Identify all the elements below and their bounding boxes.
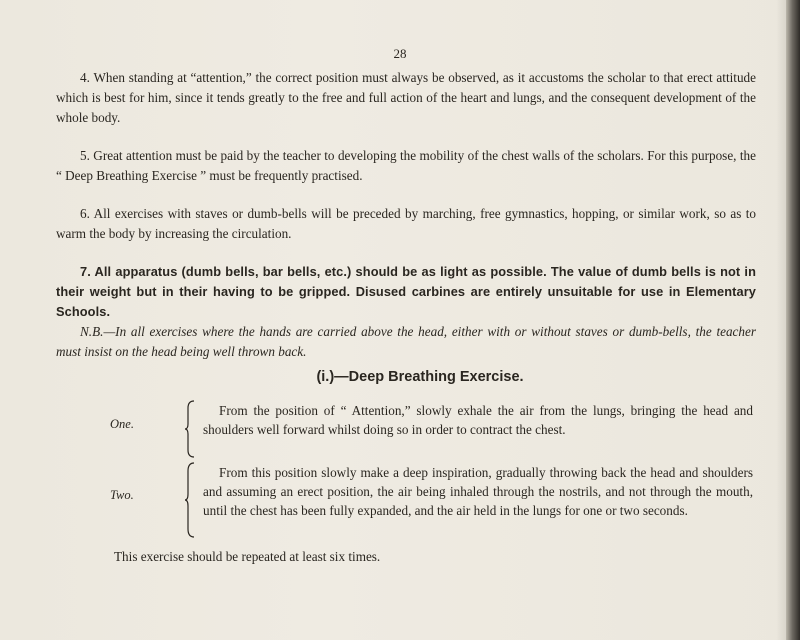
nb-note: N.B.—In all exercises where the hands are carried above the head, either with or without staves or dumb-bells, the teacher must insist on the head being well thrown back. [56,324,756,359]
brace-two [185,462,195,538]
step-text-two: From this position slowly make a deep inspiration, gradually throwing back the head and shoulders and assuming an erect position, the air being inhaled through the nostrils, and not through the mouth, until the chest has been fully expanded, and the air held in the lungs for one or two seconds. [203,465,753,518]
page-gutter-shadow [776,0,786,640]
step-label-two: Two. [110,488,134,502]
page-number: 28 [393,46,407,61]
closing-instruction: This exercise should be repeated at least six times. [114,549,381,564]
step-label-one: One. [110,417,134,431]
paragraph-5: 5. Great attention must be paid by the teacher to developing the mobility of the chest walls of the scholars. For this purpose, the “ Deep Breathing Exercise ” must be frequently practised. [56,148,756,183]
exercise-heading: (i.)—Deep Breathing Exercise. [316,369,524,385]
step-text-one: From the position of “ Attention,” slowly exhale the air from the lungs, bringing the head and shoulders well forward whilst doing so in order to contract the chest. [203,403,753,437]
paragraph-4: 4. When standing at “attention,” the correct position must always be observed, as it accustoms the scholar to that erect attitude which is best for him, since it tends greatly to the free and full action of the heart and lungs, and the consequent development of the whole body. [56,70,756,125]
paragraph-6: 6. All exercises with staves or dumb-bells will be preceded by marching, free gymnastics, hopping, or similar work, so as to warm the body by increasing the circulation. [56,206,756,241]
book-edge [786,0,800,640]
paragraph-7: 7. All apparatus (dumb bells, bar bells, etc.) should be as light as possible. The value of dumb bells is not in their weight but in their having to be gripped. Disused carbines are entirely unsuitable for use in Elementary Schools. [56,264,756,319]
brace-one [185,400,195,458]
